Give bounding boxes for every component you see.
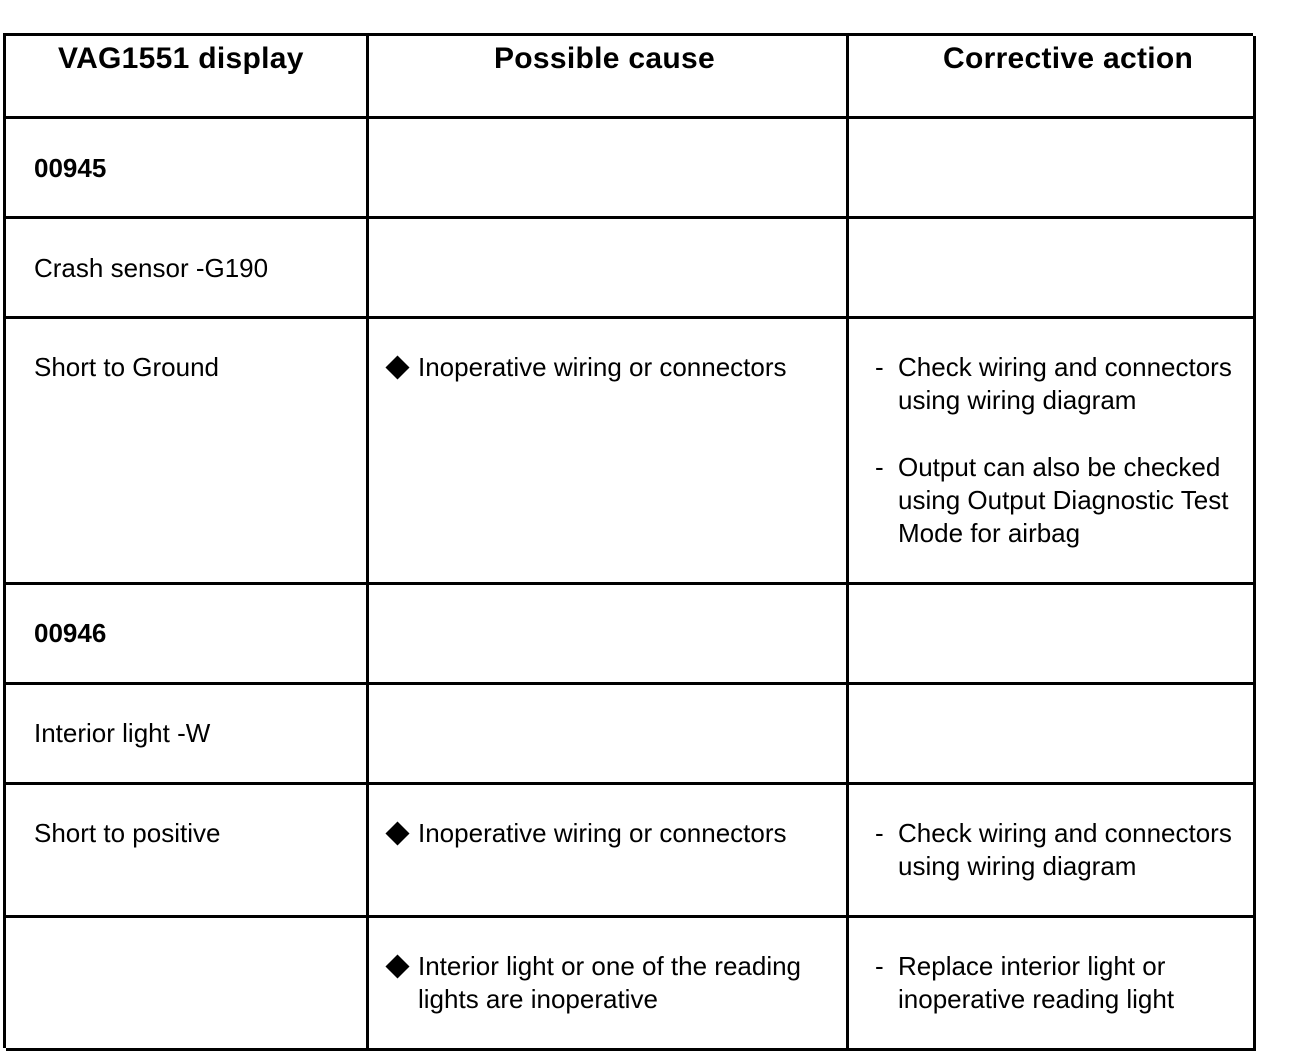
fault-code: 00946 bbox=[34, 618, 107, 648]
table-row bbox=[6, 585, 1256, 685]
column-header-display: VAG1551 display bbox=[58, 42, 304, 75]
dash-bullet: - bbox=[875, 452, 884, 482]
table-header-row bbox=[6, 36, 1256, 119]
table-row bbox=[6, 918, 1256, 1051]
table-row bbox=[6, 785, 1256, 918]
possible-cause: Inoperative wiring or connectors bbox=[418, 352, 787, 382]
table-row bbox=[6, 119, 1256, 219]
table-row bbox=[6, 685, 1256, 785]
possible-cause: Inoperative wiring or connectors bbox=[418, 818, 787, 848]
fault-type: Short to positive bbox=[34, 818, 221, 848]
table-row bbox=[6, 319, 1256, 585]
header-cell-cause bbox=[369, 36, 849, 116]
corrective-action: Check wiring and connectors using wiring diagram bbox=[898, 352, 1232, 415]
header-cell-action bbox=[849, 36, 1256, 116]
corrective-action: Check wiring and connectors using wiring diagram bbox=[898, 818, 1232, 881]
header-cell-display bbox=[6, 36, 369, 116]
bullet-diamond-icon bbox=[385, 821, 409, 845]
fault-code: 00945 bbox=[34, 153, 107, 183]
possible-cause: Interior light or one of the reading lights are inoperative bbox=[418, 951, 802, 1014]
bullet-diamond-icon bbox=[385, 355, 409, 379]
column-header-action: Corrective action bbox=[943, 42, 1194, 75]
fault-type: Short to Ground bbox=[34, 352, 219, 382]
bullet-diamond-icon bbox=[385, 954, 409, 978]
column-header-cause: Possible cause bbox=[494, 42, 715, 75]
table-row bbox=[6, 219, 1256, 319]
dash-bullet: - bbox=[875, 818, 884, 848]
dash-bullet: - bbox=[875, 352, 884, 382]
component-name: Crash sensor -G190 bbox=[34, 253, 269, 283]
corrective-action: Output can also be checked using Output Diagnostic Test Mode for airbag bbox=[898, 452, 1229, 548]
component-name: Interior light -W bbox=[34, 718, 211, 748]
corrective-action: Replace interior light or inoperative reading light bbox=[898, 951, 1175, 1014]
dash-bullet: - bbox=[875, 951, 884, 981]
diagnostic-table bbox=[3, 33, 1253, 1048]
